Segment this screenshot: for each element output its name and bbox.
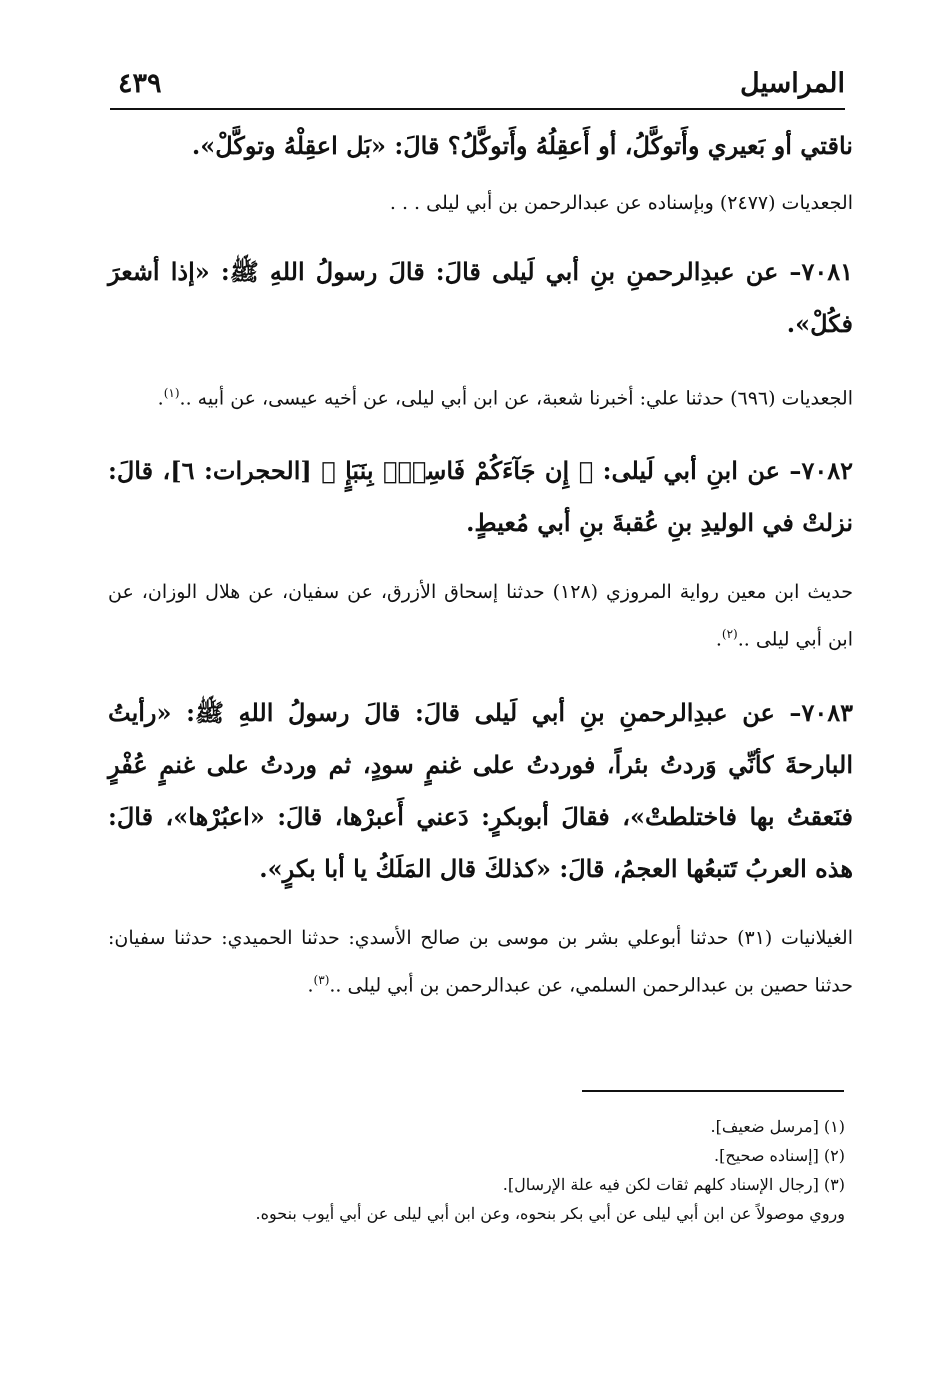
running-title: المراسيل [740,68,845,99]
footnotes [110,1112,845,1228]
hadith-7082: ٧٠٨٢– عن ابنِ أبي لَيلى: ﴿ إِن جَآءَكُمْ فَاسِقُۢ بِنَبَإٍ ﴾ [الحجرات: ٦]، قالَ: نزلتْ في الوليدِ بنِ عُقبةَ بنِ أبي مُعيطٍ. [108,456,853,538]
citation-text: الجعديات (٦٩٦) حدثنا علي: أخبرنا شعبة، عن ابن أبي ليلى، عن أخيه عيسى، عن أبيه .. [179,387,853,410]
source-citation: الجعديات (٢٤٧٧) وبإسناده عن عبدالرحمن بن أبي ليلى . . . [389,192,853,214]
source-citation-7082: حديث ابن معين رواية المروزي (١٢٨) حدثنا إسحاق الأزرق، عن سفيان، عن هلال الوزان، عن ابن أبي ليلى ..$^{(٢)}$. [108,581,853,651]
hadith-continuation: ناقتي أو بَعيري وأَتوكَّلُ، أو أَعقِلُهُ وأَتوكَّلُ؟ قالَ: «بَل اعقِلْهُ وتوكَّلْ». [191,131,853,160]
footnote-2: (٢) [إسناده صحيح]. [714,1146,845,1165]
footnote-ref-1: (١) [163,386,180,400]
footnote-separator [582,1090,844,1092]
footnote-3: (٣) [رجال الإسناد كلهم ثقات لكن فيه علة الإرسال]. [502,1175,845,1194]
citation-text: حديث ابن معين رواية المروزي (١٢٨) حدثنا إسحاق الأزرق، عن سفيان، عن هلال الوزان، عن ابن أبي ليلى .. [108,581,853,651]
footnote-ref-2: (٢) [721,627,738,642]
source-citation-7083: الغيلانيات (٣١) حدثنا أبوعلي بشر بن موسى بن صالح الأسدي: حدثنا الحميدي: حدثنا سفيان: حدثنا حصين بن عبدالرحمن السلمي، عن عبدالرحمن بن أبي ليلى ..$^{(٣)}$. [108,926,853,996]
citation-text: الغيلانيات (٣١) حدثنا أبوعلي بشر بن موسى بن صالح الأسدي: حدثنا الحميدي: حدثنا سفيان: حدثنا حصين بن عبدالرحمن السلمي، عن عبدالرحمن بن أبي ليلى .. [108,926,853,996]
main-text [108,120,853,1006]
hadith-7083: ٧٠٨٣– عن عبدِالرحمنِ بنِ أبي لَيلى قالَ: قالَ رسولُ اللهِ ﷺ: «رأيتُ البارحةَ كأنِّي وَردتُ بئراً، فوردتُ على غنمٍ سودٍ، ثم وردتُ على غنمٍ عُفْرٍ فنَعقتُ بها فاختلطتْ»، فقالَ أبوبكرٍ: دَعني أَعبرْها، قالَ: «اعبُرْها»، قالَ: هذه العربُ تَتبعُها العجمُ، قالَ: «كذلكَ قال المَلَكُ يا أبا بكرٍ». [108,697,853,883]
source-citation-7081: الجعديات (٦٩٦) حدثنا علي: أخبرنا شعبة، عن ابن أبي ليلى، عن أخيه عيسى، عن أبيه ..$^{(١)}$. [157,386,853,410]
page-header [110,62,845,110]
footnote-3-continued: وروي موصولاً عن ابن أبي ليلى عن أبي بكر بنحوه، وعن ابن أبي ليلى عن أبي أيوب بنحوه. [255,1204,845,1223]
hadith-7081: ٧٠٨١– عن عبدِالرحمنِ بنِ أبي لَيلى قالَ: قالَ رسولُ اللهِ ﷺ: «إذا أشعرَ فكُلْ». [108,257,853,338]
footnote-ref-3: (٣) [313,972,330,987]
footnote-1: (١) [مرسل ضعيف]. [710,1117,845,1136]
header-rule [110,108,845,110]
page-number: ٤٣٩ [118,68,162,99]
